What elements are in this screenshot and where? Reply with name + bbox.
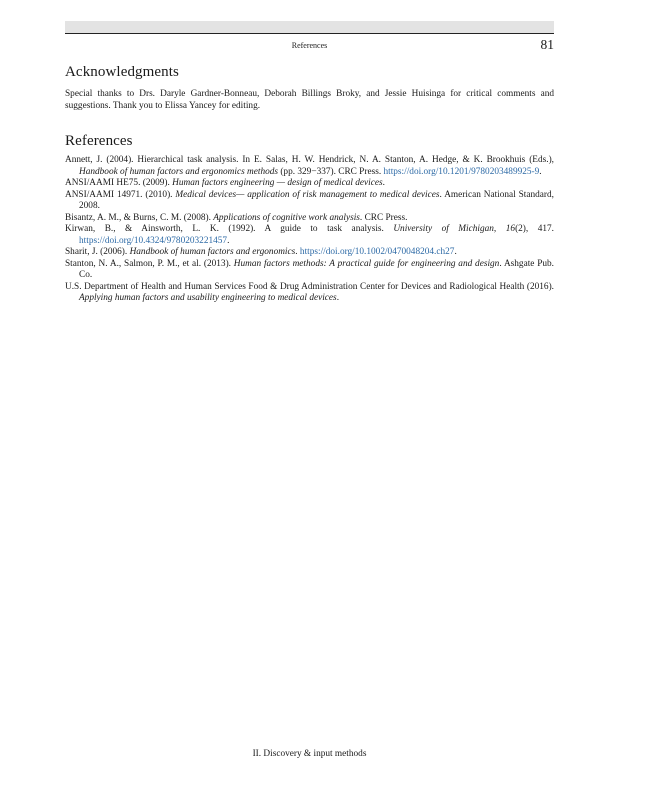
- reference-text: Stanton, N. A., Salmon, P. M., et al. (2013).: [65, 258, 234, 269]
- reference-title: Applying human factors and usability engineering to medical devices: [79, 293, 337, 303]
- reference-title: Human factors methods: A practical guide for engineering and design: [233, 258, 500, 269]
- reference-text: (pp. 329−337). CRC Press.: [278, 166, 384, 177]
- acknowledgments-heading: Acknowledgments: [65, 64, 179, 80]
- reference-title: Human factors engineering — design of medical devices: [172, 178, 383, 188]
- reference-text: . Ashgate Pub. Co.: [79, 258, 554, 280]
- reference-title: Handbook of human factors and ergonomics: [129, 247, 296, 257]
- reference-item: [65, 247, 554, 259]
- reference-text: Kirwan, B., & Ainsworth, L. K. (1992). A guide to task analysis.: [65, 224, 394, 234]
- reference-item: [65, 190, 554, 213]
- reference-text: ANSI/AAMI 14971. (2010).: [65, 189, 176, 200]
- reference-text: .: [454, 247, 457, 257]
- acknowledgments-body: Special thanks to Drs. Daryle Gardner-Bonneau, Deborah Billings Broky, and Jessie Huisinga for critical comments and suggestions. Thank you to Elissa Yancey for editing.: [65, 89, 554, 111]
- reference-title: University of Michigan, 16: [393, 224, 516, 234]
- reference-text: .: [539, 166, 542, 177]
- reference-text: .: [336, 293, 340, 303]
- reference-text: .: [382, 178, 385, 188]
- reference-item: [65, 259, 554, 282]
- reference-item: [65, 224, 554, 247]
- doi-link[interactable]: https://doi.org/10.4324/9780203221457: [79, 235, 228, 246]
- reference-text: Annett, J. (2004). Hierarchical task analysis. In E. Salas, H. W. Hendrick, N. A. Stanton, A. Hedge, & K. Brookhuis (Eds.),: [65, 155, 554, 165]
- reference-list: [65, 155, 554, 305]
- reference-item: [65, 213, 554, 225]
- reference-text: Sharit, J. (2006).: [65, 247, 130, 257]
- doi-link[interactable]: https://doi.org/10.1201/9780203489925-9: [383, 166, 540, 177]
- reference-item: [65, 155, 554, 178]
- references-heading: References: [65, 133, 133, 149]
- header-rule: [65, 33, 554, 34]
- doi-link[interactable]: https://doi.org/10.1002/0470048204.ch27: [299, 247, 455, 257]
- reference-text: Bisantz, A. M., & Burns, C. M. (2008).: [65, 212, 214, 223]
- footer-part-title: II. Discovery & input methods: [252, 749, 367, 759]
- page-number: 81: [540, 37, 554, 52]
- header-band: [65, 21, 554, 33]
- reference-item: [65, 178, 554, 190]
- reference-text: .: [295, 247, 300, 257]
- reference-text: ANSI/AAMI HE75. (2009).: [65, 178, 173, 188]
- reference-text: . American National Standard, 2008.: [79, 189, 554, 211]
- reference-title: Medical devices— application of risk management to medical devices: [175, 189, 440, 200]
- running-title: References: [291, 41, 328, 50]
- reference-text: .: [227, 235, 230, 246]
- reference-text: (2), 417.: [515, 224, 554, 234]
- running-head: [65, 37, 554, 53]
- reference-text: . CRC Press.: [359, 212, 408, 223]
- reference-title: Handbook of human factors and ergonomics methods: [79, 166, 279, 177]
- reference-text: U.S. Department of Health and Human Services Food & Drug Administration Center for Devices and Radiological Health (2016).: [65, 281, 554, 292]
- reference-title: Applications of cognitive work analysis: [213, 212, 360, 223]
- reference-item: [65, 282, 554, 305]
